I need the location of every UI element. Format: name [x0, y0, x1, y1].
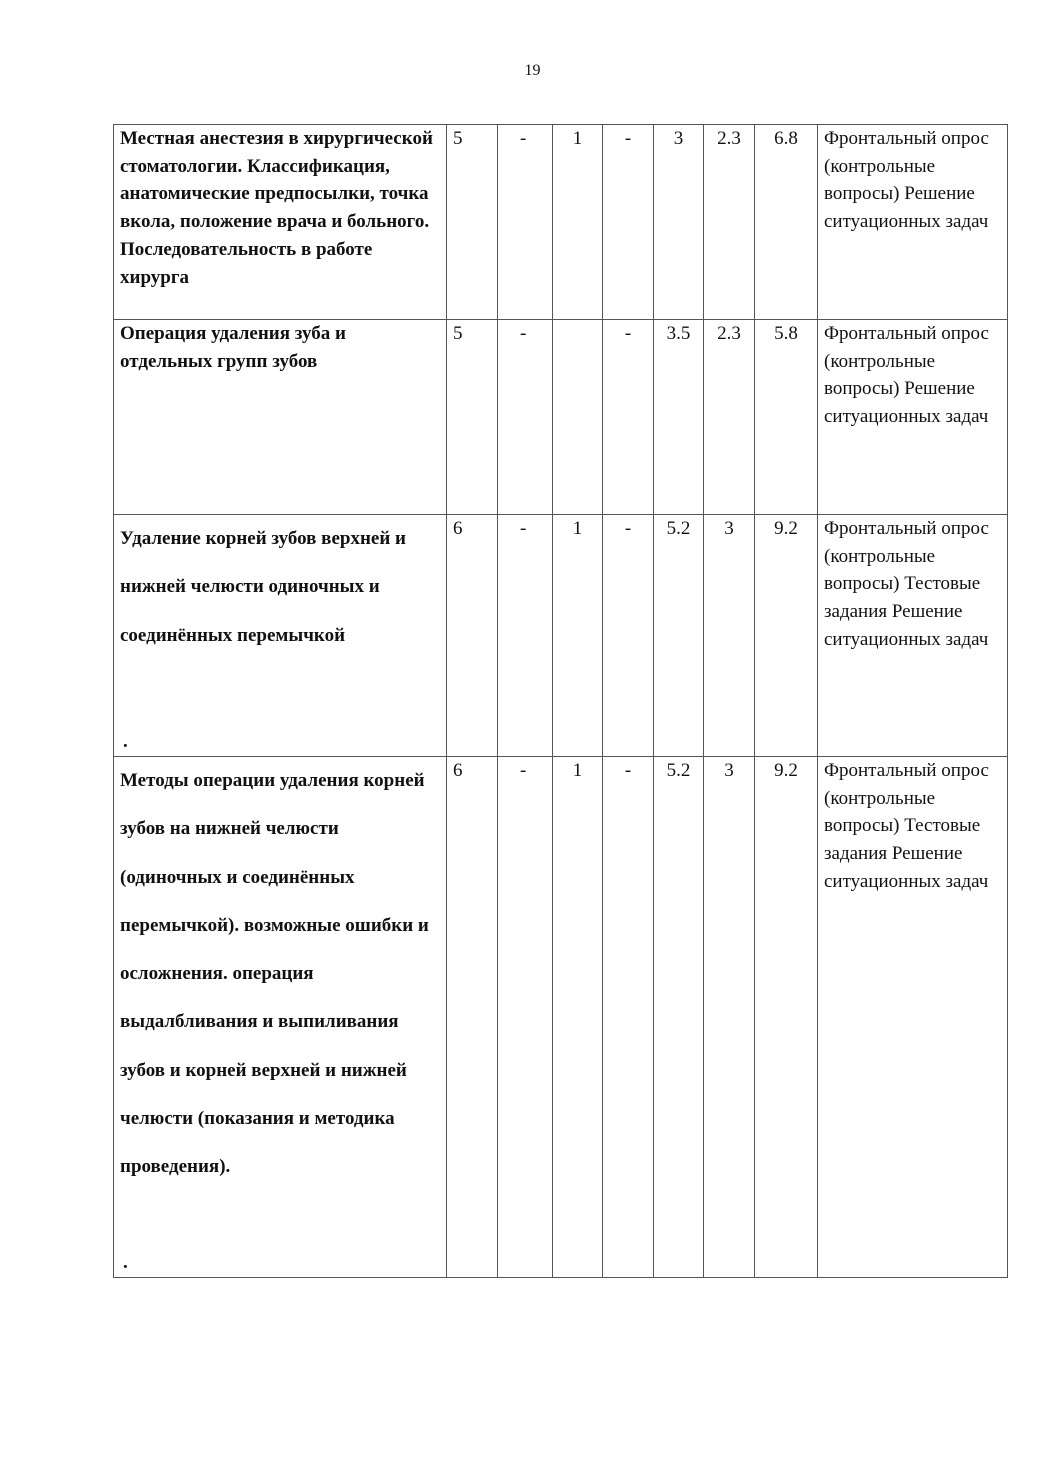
table-row	[114, 515, 1008, 757]
page-number: 19	[524, 62, 541, 79]
topic-cell	[114, 320, 447, 515]
control-forms-cell: Фронтальный опрос (контрольные вопросы) Решение ситуационных задач	[818, 125, 1008, 320]
control-forms-cell: Фронтальный опрос (контрольные вопросы) Тестовые задания Решение ситуационных задач	[818, 515, 1008, 757]
clinical-hours-cell: -	[603, 125, 654, 320]
practice-hours-cell: 5.2	[654, 515, 704, 757]
curriculum-table	[113, 124, 1008, 1278]
lecture-hours-cell: 6	[447, 757, 498, 1278]
seminar-hours-cell: -	[498, 125, 553, 320]
table-row	[114, 320, 1008, 515]
self-study-hours-cell: 3	[704, 515, 755, 757]
total-hours-cell: 9.2	[755, 515, 818, 757]
lecture-hours-cell: 6	[447, 515, 498, 757]
practice-hours-cell: 5.2	[654, 757, 704, 1278]
topic-text: Операция удаления зуба и отдельных групп зубов	[120, 323, 346, 372]
self-study-hours-cell: 2.3	[704, 320, 755, 515]
trailing-dot: .	[123, 731, 128, 753]
trailing-dot: .	[123, 1252, 128, 1274]
seminar-hours-cell: -	[498, 320, 553, 515]
self-study-hours-cell: 2.3	[704, 125, 755, 320]
topic-text: Методы операции удаления корней зубов на нижней челюсти (одиночных и соединённых перемычкой). возможные ошибки и осложнения. операция выдалбливания и выпиливания зубов и корней верхней и нижней челюсти (показания и методика проведения).	[120, 770, 429, 1178]
total-hours-cell: 9.2	[755, 757, 818, 1278]
total-hours-cell: 6.8	[755, 125, 818, 320]
table-row	[114, 125, 1008, 320]
table-row	[114, 757, 1008, 1278]
control-forms-cell: Фронтальный опрос (контрольные вопросы) Решение ситуационных задач	[818, 320, 1008, 515]
lecture-hours-cell: 5	[447, 125, 498, 320]
self-study-hours-cell: 3	[704, 757, 755, 1278]
lab-hours-cell: 1	[553, 125, 603, 320]
topic-text: Удаление корней зубов верхней и нижней челюсти одиночных и соединённых перемычкой	[120, 528, 406, 646]
topic-cell	[114, 125, 447, 320]
lab-hours-cell	[553, 320, 603, 515]
clinical-hours-cell: -	[603, 515, 654, 757]
total-hours-cell: 5.8	[755, 320, 818, 515]
clinical-hours-cell: -	[603, 757, 654, 1278]
control-forms-cell: Фронтальный опрос (контрольные вопросы) Тестовые задания Решение ситуационных задач	[818, 757, 1008, 1278]
practice-hours-cell: 3.5	[654, 320, 704, 515]
lab-hours-cell: 1	[553, 757, 603, 1278]
clinical-hours-cell: -	[603, 320, 654, 515]
topic-cell	[114, 757, 447, 1278]
topic-cell	[114, 515, 447, 757]
practice-hours-cell: 3	[654, 125, 704, 320]
seminar-hours-cell: -	[498, 757, 553, 1278]
seminar-hours-cell: -	[498, 515, 553, 757]
topic-text: Местная анестезия в хирургической стоматологии. Классификация, анатомические предпосылки, точка вкола, положение врача и больного. Последовательность в работе хирурга	[120, 128, 433, 288]
lecture-hours-cell: 5	[447, 320, 498, 515]
lab-hours-cell: 1	[553, 515, 603, 757]
